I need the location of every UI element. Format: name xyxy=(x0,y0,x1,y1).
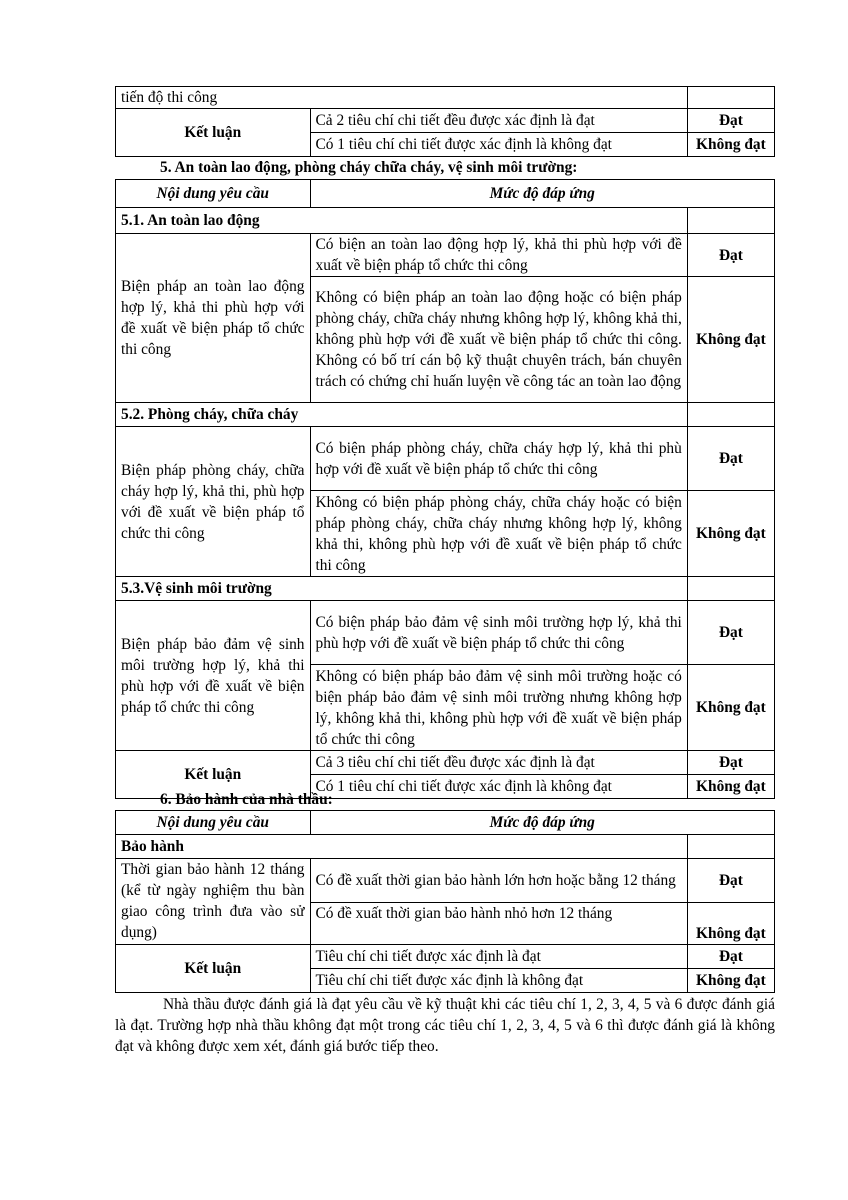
requirement-cell: Biện pháp bảo đảm vệ sinh môi trường hợp lý, khả thi phù hợp với đề xuất về biện pháp tổ chức thi công xyxy=(116,601,311,751)
conclusion-label: Kết luận xyxy=(116,109,311,157)
conclusion-label: Kết luận xyxy=(116,751,311,799)
section-6-title: 6. Bảo hành của nhà thầu: xyxy=(160,791,333,808)
group-title: Bảo hành xyxy=(116,835,688,859)
section-6-table xyxy=(115,810,775,993)
criterion-result: Không đạt xyxy=(687,133,774,157)
criterion-result: Đạt xyxy=(687,751,774,775)
criterion-desc: Không có biện pháp phòng cháy, chữa cháy hoặc có biện pháp phòng cháy, chữa cháy nhưng không hợp lý, không khả thi, không phù hợp với đề xuất về biện pháp tổ chức thi công xyxy=(310,491,687,577)
criterion-desc: Có biện pháp phòng cháy, chữa cháy hợp lý, khả thi phù hợp với đề xuất về biện pháp tổ chức thi công xyxy=(310,427,687,491)
continued-text: tiến độ thi công xyxy=(116,87,688,109)
criterion-result: Không đạt xyxy=(687,775,774,799)
conclusion-label: Kết luận xyxy=(116,945,311,993)
closing-paragraph: Nhà thầu được đánh giá là đạt yêu cầu về kỹ thuật khi các tiêu chí 1, 2, 3, 4, 5 và 6 được đánh giá là đạt. Trường hợp nhà thầu không đạt một trong các tiêu chí 1, 2, 3, 4, 5 và 6 thì được đánh giá là không đạt và không được xem xét, đánh giá bước tiếp theo. xyxy=(115,996,775,1055)
header-response: Mức độ đáp ứng xyxy=(310,180,775,208)
criterion-result: Đạt xyxy=(687,427,774,491)
criterion-desc: Tiêu chí chi tiết được xác định là đạt xyxy=(310,945,687,969)
criterion-desc: Có biện pháp bảo đảm vệ sinh môi trường hợp lý, khả thi phù hợp với đề xuất về biện pháp tổ chức thi công xyxy=(310,601,687,665)
criterion-result: Không đạt xyxy=(687,491,774,577)
criterion-desc: Tiêu chí chi tiết được xác định là không đạt xyxy=(310,969,687,993)
criterion-result: Đạt xyxy=(687,234,774,277)
header-requirement: Nội dung yêu cầu xyxy=(116,811,311,835)
criterion-desc: Cả 2 tiêu chí chi tiết đều được xác định là đạt xyxy=(310,109,687,133)
header-requirement: Nội dung yêu cầu xyxy=(116,180,311,208)
criterion-result: Không đạt xyxy=(687,665,774,751)
criterion-desc: Có đề xuất thời gian bảo hành nhỏ hơn 12 tháng xyxy=(310,903,687,945)
criterion-result: Không đạt xyxy=(687,277,774,403)
group-title: 5.2. Phòng cháy, chữa cháy xyxy=(116,403,688,427)
criterion-desc: Cả 3 tiêu chí chi tiết đều được xác định là đạt xyxy=(310,751,687,775)
criterion-result: Đạt xyxy=(687,859,774,903)
criterion-desc: Không có biện pháp bảo đảm vệ sinh môi trường hoặc có biện pháp bảo đảm vệ sinh môi trường nhưng không hợp lý, không khả thi, không phù hợp với đề xuất về biện pháp tổ chức thi công xyxy=(310,665,687,751)
criterion-desc: Có 1 tiêu chí chi tiết được xác định là không đạt xyxy=(310,133,687,157)
criterion-desc: Có đề xuất thời gian bảo hành lớn hơn hoặc bằng 12 tháng xyxy=(310,859,687,903)
criterion-desc: Có biện an toàn lao động hợp lý, khả thi phù hợp với đề xuất về biện pháp tổ chức thi công xyxy=(310,234,687,277)
criterion-desc: Có 1 tiêu chí chi tiết được xác định là không đạt xyxy=(310,775,687,799)
requirement-cell: Biện pháp an toàn lao động hợp lý, khả thi phù hợp với đề xuất về biện pháp tổ chức thi công xyxy=(116,234,311,403)
group-title: 5.1. An toàn lao động xyxy=(116,208,688,234)
requirement-cell: Thời gian bảo hành 12 tháng (kể từ ngày nghiệm thu bàn giao công trình đưa vào sử dụng) xyxy=(116,859,311,945)
section-5-table xyxy=(115,179,775,799)
criterion-result: Không đạt xyxy=(687,969,774,993)
requirement-cell: Biện pháp phòng cháy, chữa cháy hợp lý, khả thi, phù hợp với đề xuất về biện pháp tổ chức thi công xyxy=(116,427,311,577)
section-5-title: 5. An toàn lao động, phòng cháy chữa cháy, vệ sinh môi trường: xyxy=(160,159,578,176)
criterion-result: Đạt xyxy=(687,109,774,133)
criterion-result: Đạt xyxy=(687,601,774,665)
header-response: Mức độ đáp ứng xyxy=(310,811,775,835)
top-conclusion-table xyxy=(115,86,775,157)
criterion-result: Đạt xyxy=(687,945,774,969)
group-title: 5.3.Vệ sinh môi trường xyxy=(116,577,688,601)
criterion-result: Không đạt xyxy=(687,903,774,945)
criterion-desc: Không có biện pháp an toàn lao động hoặc có biện pháp phòng cháy, chữa cháy nhưng không hợp lý, không khả thi, không phù hợp với đề xuất về biện pháp tổ chức thi công. Không có bố trí cán bộ kỹ thuật chuyên trách, bán chuyên trách có chứng chỉ huấn luyện về công tác an toàn lao động xyxy=(310,277,687,403)
